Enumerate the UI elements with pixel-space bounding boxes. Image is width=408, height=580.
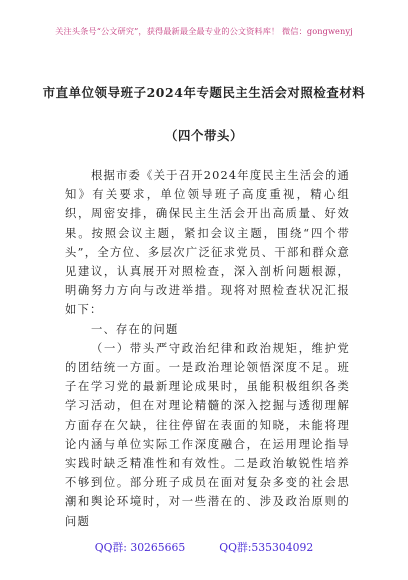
document-body [65, 166, 350, 531]
qq-footer [0, 540, 408, 555]
intro-paragraph: 根据市委《关于召开2024年度民主生活会的通知》有关要求，单位领导班子高度重视，精心组织，周密安排，确保民主生活会开出高质量、好效果。按照会议主题，紧扣会议主题，围绕“四个带头”，全方位、多层次广泛征求党员、干部和群众意见建议，认真展开对照检查，深入剖析问题根源，明确努力方向与改进举措。现将对照检查状况汇报如下： [65, 169, 350, 317]
document-subtitle: （四个带头） [165, 128, 243, 143]
qq-group-1: QQ群: 30265665 [94, 541, 186, 554]
qq-group-2: QQ群:535304092 [219, 541, 314, 554]
promo-banner: 关注头条号“公文研究”，获得最新最全最专业的公文资料库！ 微信：gongwenyj [55, 26, 353, 36]
body-paragraph: （一）带头严守政治纪律和政治规矩，维护党的团结统一方面。一是政治理论领悟深度不足。班子在学习党的最新理论成果时，虽能积极组织各类学习活动，但在对理论精髓的深入挖掘与透彻理解方面存在欠缺，往往停留在表面的知晓，未能将理论内涵与单位实际工作深度融合，在运用理论指导实践时缺乏精准性和有效性。二是政治敏锐性培养不够到位。部分班子成员在面对复杂多变的社会思潮和舆论环境时，对一些潜在的、涉及政治原则的问题 [65, 341, 350, 528]
document-title: 市直单位领导班子2024年专题民主生活会对照检查材料 [42, 85, 366, 100]
section-heading: 一、存在的问题 [90, 322, 179, 336]
